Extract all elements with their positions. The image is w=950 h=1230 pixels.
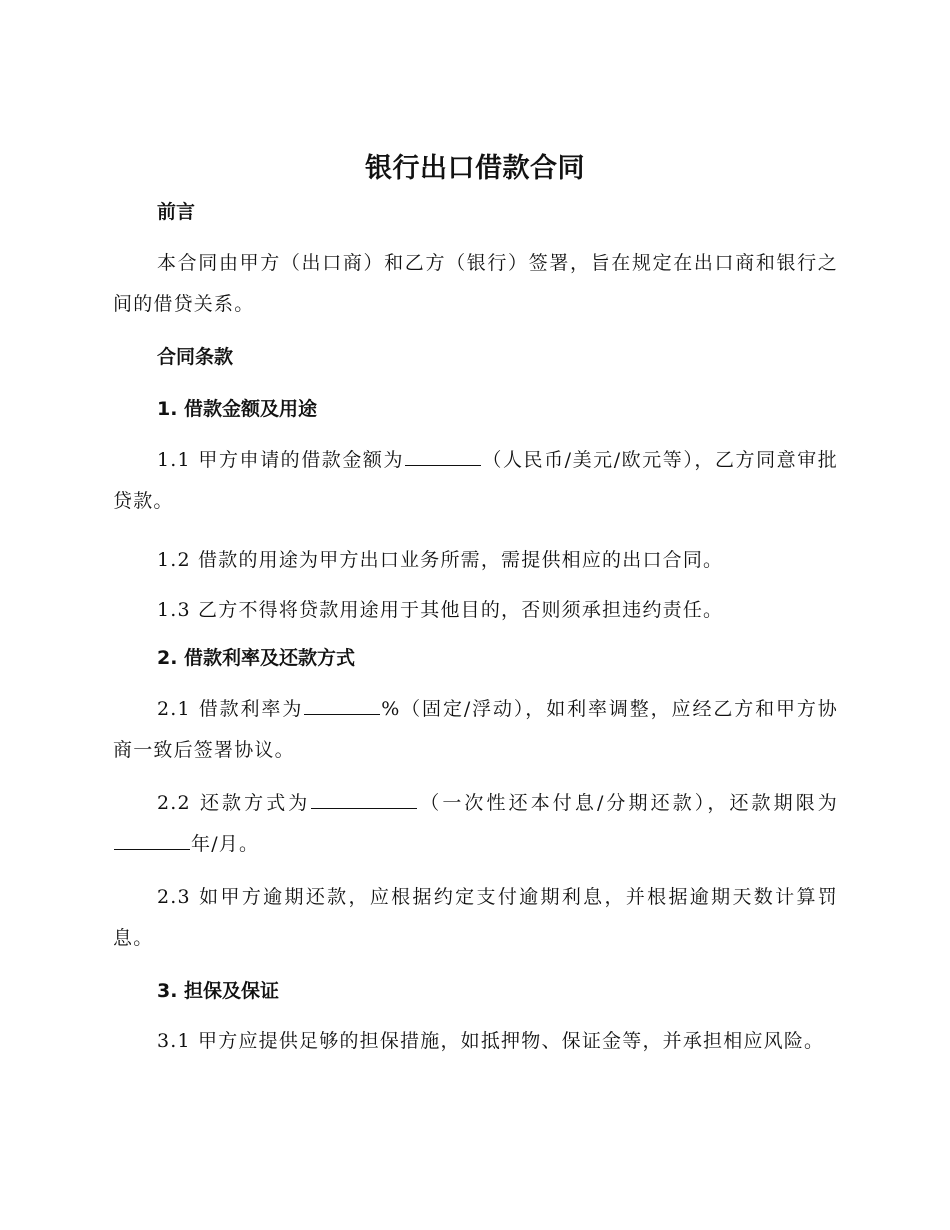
clause-3-1: 3.1 甲方应提供足够的担保措施，如抵押物、保证金等，并承担相应风险。 [157, 1030, 825, 1052]
amount-blank [405, 445, 481, 466]
terms-heading: 合同条款 [157, 346, 234, 368]
clause-2-1-post: %（固定/浮动），如利率调整，应经乙方和甲方协商一致后签署协议。 [113, 698, 838, 761]
clause-2-2-post: 年/月。 [191, 833, 260, 855]
clause-2-1 [113, 689, 838, 771]
preface-heading: 前言 [157, 201, 196, 223]
clause-2-2-pre: 2.2 还款方式为 [157, 792, 311, 814]
section-1-heading: 1. 借款金额及用途 [157, 398, 318, 420]
clause-2-2-mid: （一次性还本付息/分期还款），还款期限为 [418, 792, 838, 814]
clause-2-2 [113, 783, 838, 865]
preface-paragraph: 本合同由甲方（出口商）和乙方（银行）签署，旨在规定在出口商和银行之间的借贷关系。 [113, 252, 838, 315]
clause-2-3: 2.3 如甲方逾期还款，应根据约定支付逾期利息，并根据逾期天数计算罚息。 [113, 886, 838, 949]
clause-1-1-pre: 1.1 甲方申请的借款金额为 [157, 449, 405, 471]
clause-2-1-pre: 2.1 借款利率为 [157, 698, 304, 720]
clause-1-3: 1.3 乙方不得将贷款用途用于其他目的，否则须承担违约责任。 [157, 599, 724, 621]
interest-rate-blank [304, 694, 380, 715]
section-3-heading: 3. 担保及保证 [157, 980, 280, 1002]
repayment-method-blank [311, 788, 417, 809]
document-title: 银行出口借款合同 [365, 153, 585, 184]
clause-1-1-post: （人民币/美元/欧元等），乙方同意审批贷款。 [113, 449, 838, 512]
section-2-heading: 2. 借款利率及还款方式 [157, 647, 356, 669]
clause-1-2: 1.2 借款的用途为甲方出口业务所需，需提供相应的出口合同。 [157, 549, 724, 571]
repayment-term-blank [114, 829, 190, 850]
clause-1-1 [113, 440, 838, 522]
